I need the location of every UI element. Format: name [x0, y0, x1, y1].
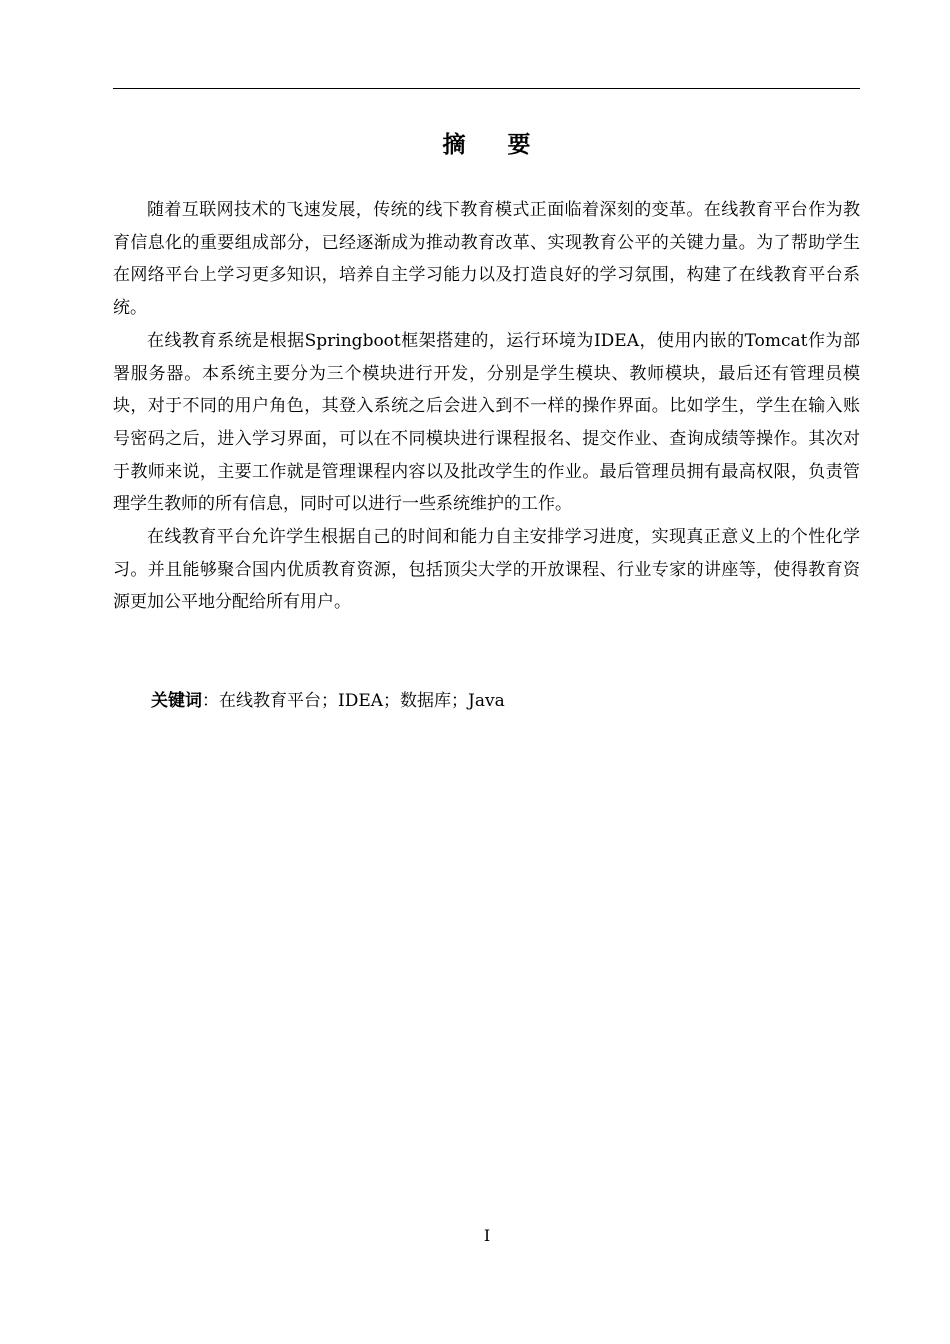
abstract-paragraph-3: 在线教育平台允许学生根据自己的时间和能力自主安排学习进度，实现真正意义上的个性化学习。并且能够聚合国内优质教育资源，包括顶尖大学的开放课程、行业专家的讲座等，使得教育资源更加公平地分配给所有用户。: [113, 527, 860, 613]
keywords-line: [151, 688, 505, 714]
abstract-paragraph-1: 随着互联网技术的飞速发展，传统的线下教育模式正面临着深刻的变革。在线教育平台作为教育信息化的重要组成部分，已经逐渐成为推动教育改革、实现教育公平的关键力量。为了帮助学生在网络平台上学习更多知识，培养自主学习能力以及打造良好的学习氛围，构建了在线教育平台系统。: [113, 200, 860, 319]
page-title: 摘 要: [442, 132, 548, 158]
keywords-label: 关键词: [151, 691, 202, 711]
abstract-body: [113, 194, 860, 619]
header-rule: [113, 88, 860, 89]
abstract-paragraph-2: 在线教育系统是根据Springboot框架搭建的，运行环境为IDEA，使用内嵌的Tomcat作为部署服务器。本系统主要分为三个模块进行开发，分别是学生模块、教师模块，最后还有管理员模块，对于不同的用户角色，其登入系统之后会进入到不一样的操作界面。比如学生，学生在输入账号密码之后，进入学习界面，可以在不同模块进行课程报名、提交作业、查询成绩等操作。其次对于教师来说，主要工作就是管理课程内容以及批改学生的作业。最后管理员拥有最高权限，负责管理学生教师的所有信息，同时可以进行一些系统维护的工作。: [113, 330, 860, 515]
page-number: I: [483, 1226, 491, 1245]
keywords-separator: ：: [202, 691, 219, 711]
keywords-text: 在线教育平台；IDEA；数据库；Java: [219, 691, 505, 711]
